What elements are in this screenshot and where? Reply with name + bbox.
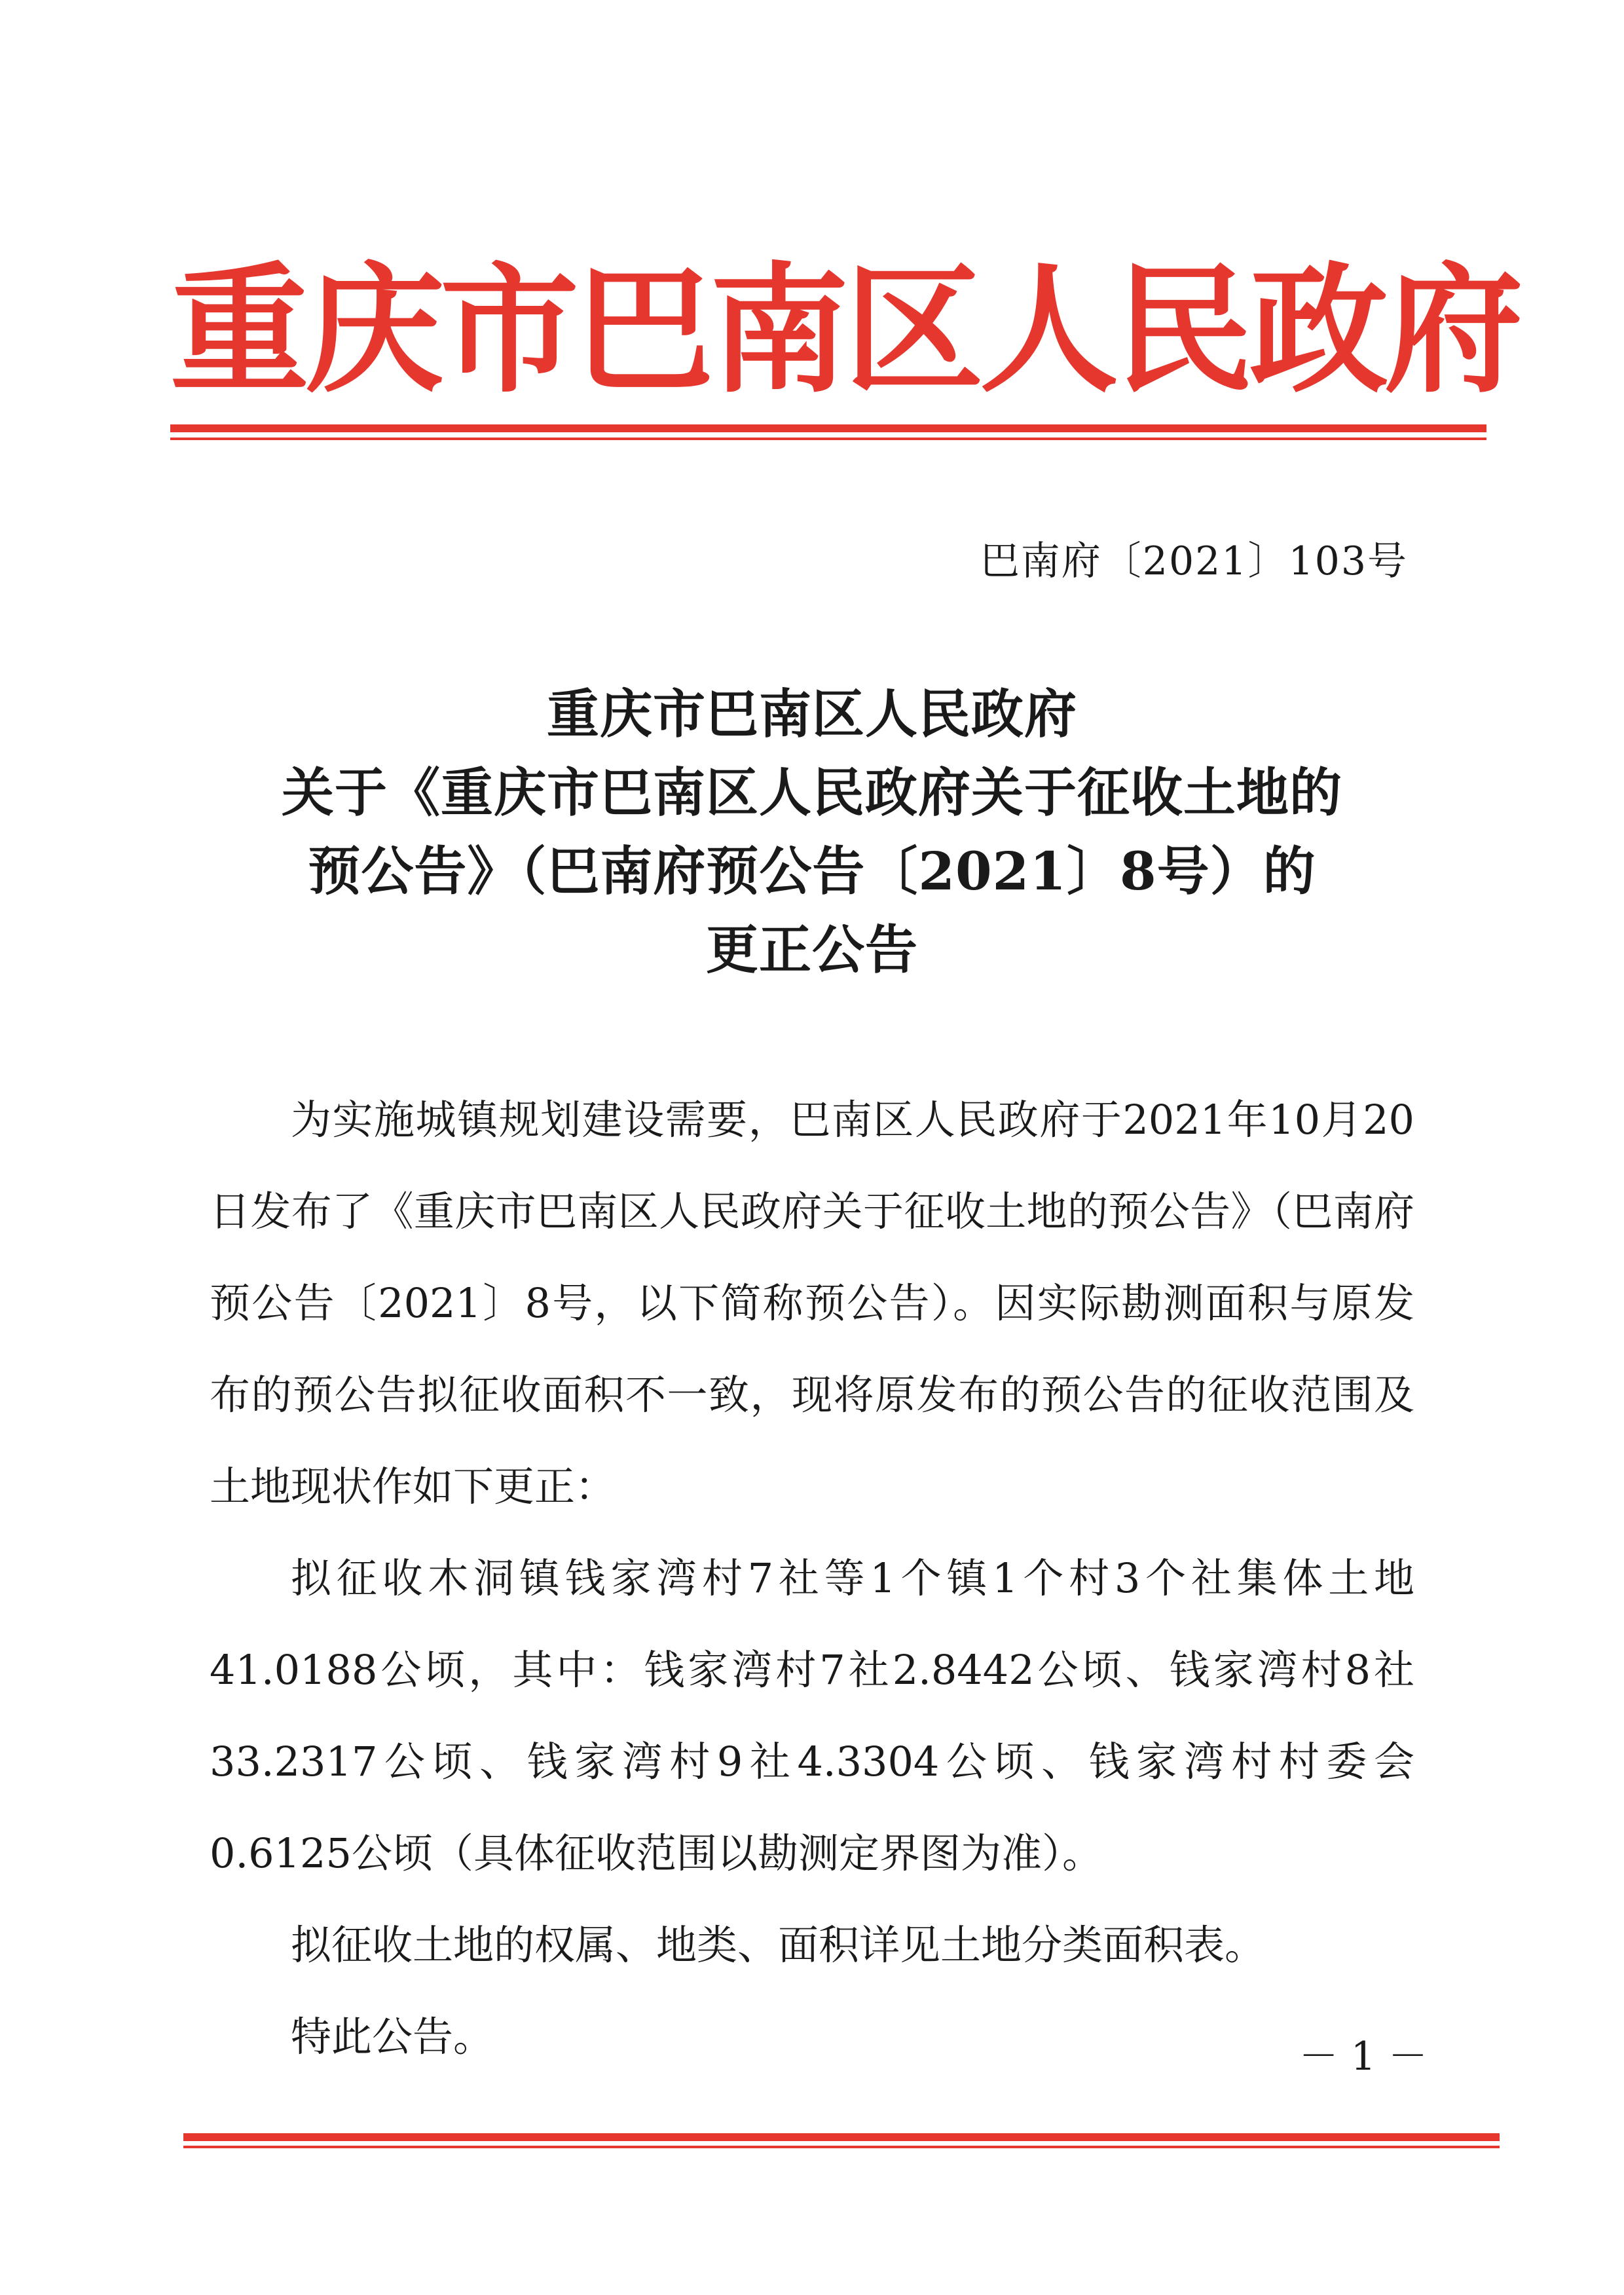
title-line: 预公告》（巴南府预公告〔2021〕8号）的 xyxy=(308,840,1316,902)
masthead-title: 重庆市巴南区人民政府 xyxy=(170,250,1519,411)
body-paragraph: 特此公告。 xyxy=(291,2013,494,2061)
title-line: 关于《重庆市巴南区人民政府关于征收土地的 xyxy=(282,762,1342,823)
announcement-body xyxy=(210,1074,1414,2083)
document-number: 巴南府〔2021〕103号 xyxy=(980,538,1408,584)
footer-red-rule-thick xyxy=(183,2133,1500,2141)
title-line: 更正公告 xyxy=(706,919,918,980)
body-paragraph: 拟征收木洞镇钱家湾村7社等1个镇1个村3个社集体土地41.0188公顷，其中：钱家湾村7社2.8442公顷、钱家湾村8社33.2317公顷、钱家湾村9社4.3304公顷、钱家湾村村委会0.6125公顷（具体征收范围以勘测定界图为准）。 xyxy=(210,1554,1414,1877)
header-red-rule-thick xyxy=(170,424,1486,432)
header-red-rule-thin xyxy=(170,438,1486,440)
title-line: 重庆市巴南区人民政府 xyxy=(547,683,1077,745)
body-paragraph: 拟征收土地的权属、地类、面积详见土地分类面积表。 xyxy=(291,1921,1266,1969)
announcement-title xyxy=(183,675,1441,989)
body-paragraph: 为实施城镇规划建设需要，巴南区人民政府于2021年10月20日发布了《重庆市巴南区人民政府关于征收土地的预公告》（巴南府预公告〔2021〕8号，以下简称预公告）。因实际勘测面积与原发布的预公告拟征收面积不一致，现将原发布的预公告的征收范围及土地现状作如下更正： xyxy=(210,1096,1414,1510)
footer-red-rule-thin xyxy=(183,2146,1500,2148)
page-number: － 1 － xyxy=(1299,2034,1428,2080)
